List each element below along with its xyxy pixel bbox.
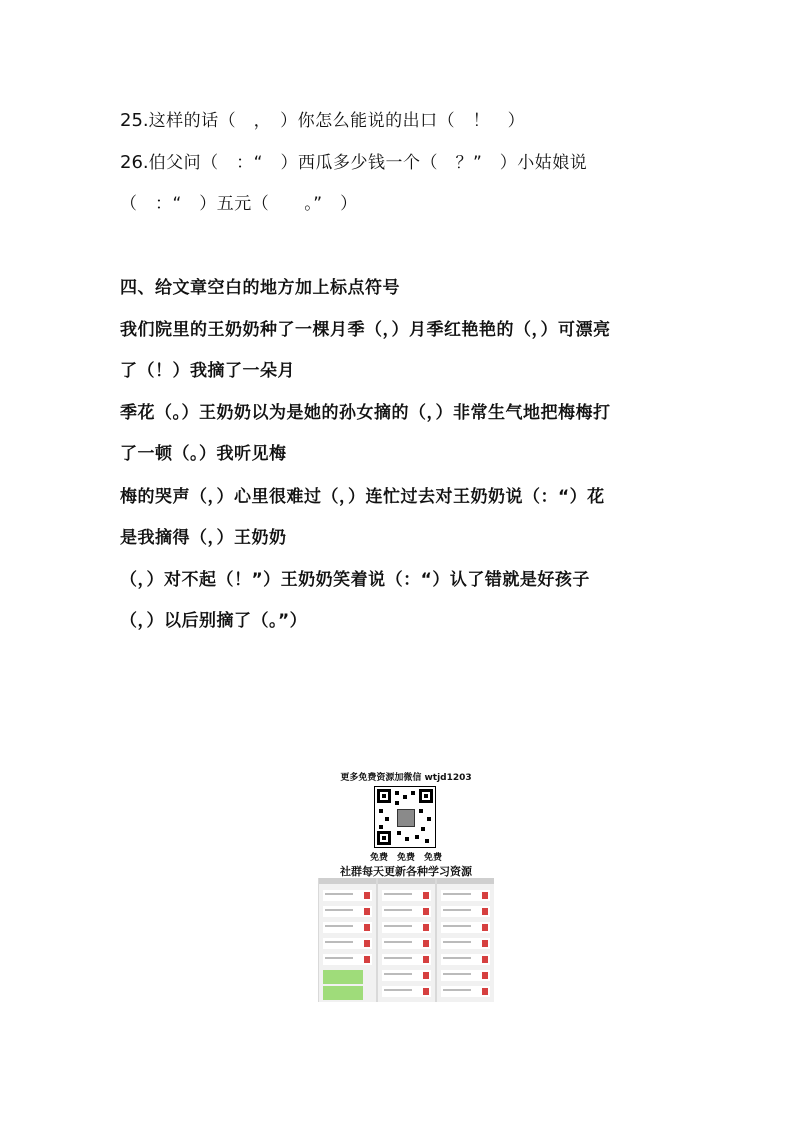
passage-line: 梅的哭声（，）心里很难过（，）连忙过去对王奶奶说（：“）花 — [120, 487, 605, 507]
promo-free-text: 免费 免费 免费 — [369, 853, 442, 863]
promo-title: 更多免费资源加微信 wtjd1203 — [340, 773, 472, 783]
passage-line: 了一顿（。）我听见梅 — [120, 444, 287, 464]
chat-screenshot — [378, 878, 435, 1002]
question-text: （ ：“ ）五元（ 。” ） — [120, 194, 358, 214]
question-text: 伯父问（ ：“ ）西瓜多少钱一个（ ？” ）小姑娘说 — [148, 153, 588, 173]
passage-line: （，）对不起（！”）王奶奶笑着说（：“）认了错就是好孩子 — [120, 570, 590, 590]
passage-line: 是我摘得（，）王奶奶 — [120, 528, 287, 548]
passage-line: 季花（。）王奶奶以为是她的孙女摘的（，）非常生气地把梅梅打 — [120, 403, 611, 423]
passage-line: 了（！）我摘了一朵月 — [120, 361, 295, 381]
question-number: 25. — [120, 110, 149, 131]
promo-screenshots — [318, 878, 494, 1002]
question-26-continued — [120, 189, 358, 214]
passage-line: 我们院里的王奶奶种了一棵月季（，）月季红艳艳的（，）可漂亮 — [120, 320, 611, 340]
question-26 — [120, 148, 587, 173]
question-25 — [120, 106, 525, 131]
section-heading: 四、给文章空白的地方加上标点符号 — [120, 278, 400, 298]
qr-code-icon — [374, 786, 436, 848]
promo-banner — [316, 770, 496, 1002]
passage-line: （，）以后别摘了（。”） — [120, 611, 308, 631]
question-text: 这样的话（ ， ）你怎么能说的出口（ ！ ） — [148, 111, 526, 131]
question-number: 26. — [120, 152, 149, 173]
promo-daily-text: 社群每天更新各种学习资源 — [340, 865, 472, 878]
chat-screenshot — [319, 878, 376, 1002]
chat-screenshot — [437, 878, 494, 1002]
